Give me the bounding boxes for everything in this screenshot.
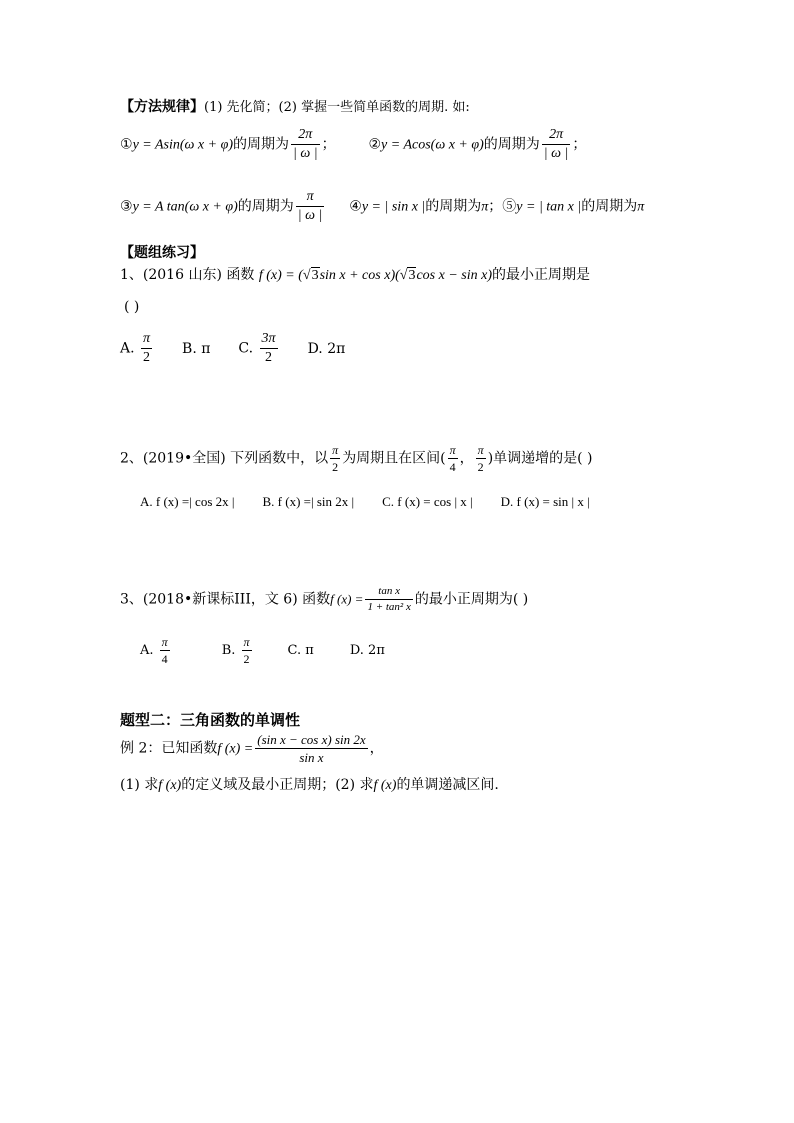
- q3-fraction: $\frac{\text{tan x}}{\text{1 + tan² x}}$: [367, 585, 411, 613]
- q1-mid2: cos x − sin x): [416, 268, 492, 283]
- rule-2-expr: y = Acos(ω x + φ): [381, 137, 484, 153]
- q1-fx: f (x) = (: [258, 268, 303, 283]
- q1-sqrt-1: √3: [302, 268, 319, 283]
- rule-3-period-text: 的周期为: [237, 198, 294, 215]
- example2-q-part3: 的单调递减区间.: [396, 777, 499, 793]
- example2-q-fx2: f (x): [373, 778, 397, 793]
- method-row-1: [120, 128, 586, 161]
- rule-4-expr: y = | sin x |: [361, 199, 426, 215]
- q2-prefix: 2、(2019•全国) 下列函数中，以: [120, 450, 329, 467]
- example2-q-part1: (1) 求: [120, 777, 159, 793]
- topic2-heading: 题型二：三角函数的单调性: [120, 711, 301, 729]
- method-heading: 【方法规律】: [120, 99, 204, 115]
- rule-1-period-text: 的周期为: [232, 136, 289, 153]
- method-row-2: [120, 190, 644, 223]
- q1-answer-paren: ( ): [124, 299, 140, 315]
- q3-a-fraction: $\frac{\pi}{4}$: [161, 635, 168, 666]
- rule-5-label: ；⑤: [488, 198, 517, 215]
- q3-fx: f (x) =: [330, 591, 364, 607]
- q3-options: [140, 636, 413, 665]
- rule-3-den: | ω |: [297, 208, 323, 223]
- rule-4-label: ④: [349, 198, 362, 215]
- q1-a-fraction: $\frac{\pi}{2}$: [143, 331, 151, 365]
- q3-option-b[interactable]: B. $\frac{\pi}{2}$: [221, 635, 250, 666]
- q1-option-c[interactable]: C. $\frac{3\pi}{2}$: [238, 331, 276, 365]
- q2-suffix: )单调递增的是( ): [487, 450, 593, 467]
- q2-mid: 为周期且在区间(: [342, 450, 446, 467]
- rule-3-fraction: [296, 190, 325, 223]
- example2-stem: [120, 733, 384, 764]
- q1-sqrt-2: √3: [399, 268, 416, 283]
- rule-5-period-text: 的周期为: [581, 198, 638, 215]
- method-intro: (1) 先化简；(2) 掌握一些简单函数的周期. 如:: [204, 100, 470, 115]
- q2-option-b[interactable]: B. f (x) =| sin 2x |: [262, 494, 355, 509]
- q2-option-c[interactable]: C. f (x) = cos | x |: [382, 494, 473, 509]
- q1-suffix: 的最小正周期是: [492, 267, 590, 283]
- example2-fraction: $\frac{\text{(sin x − cos x) sin 2x}}{\text{sin x}}$: [257, 732, 366, 765]
- q1-prefix: 1、(2016 山东) 函数: [120, 267, 255, 283]
- q1-c-fraction: $\frac{3\pi}{2}$: [261, 331, 276, 365]
- rule-3-label: ③: [120, 198, 133, 215]
- q3-stem: [120, 586, 528, 613]
- example2-fx: f (x) =: [217, 741, 254, 757]
- rule-1-num: 2π: [291, 128, 320, 145]
- practice-heading: 【题组练习】: [120, 245, 204, 261]
- rule-3-num: π: [296, 190, 325, 207]
- example2-questions: [120, 778, 499, 793]
- example2-q-part2: 的定义域及最小正周期；(2) 求: [181, 777, 374, 793]
- q1-option-d[interactable]: D. 2π: [307, 340, 346, 357]
- rule-3-expr: y = A tan(ω x + φ): [132, 199, 238, 215]
- q2-comma: ，: [459, 450, 474, 467]
- q2-options: [140, 495, 590, 509]
- q2-option-a[interactable]: A. f (x) =| cos 2x |: [140, 494, 235, 509]
- rule-2-label: ②: [368, 136, 382, 153]
- rule-5-expr: y = | tan x |: [516, 199, 582, 215]
- example2-q-fx1: f (x): [158, 778, 182, 793]
- rule-1-den: | ω |: [292, 146, 318, 161]
- rule-1-fraction: [291, 128, 320, 161]
- q2-interval-end: $\frac{\pi}{2}$: [477, 443, 484, 474]
- q2-interval-start: $\frac{\pi}{4}$: [449, 443, 456, 474]
- q2-period-fraction: $\frac{\pi}{2}$: [332, 443, 339, 474]
- rule-2-period-text: 的周期为: [483, 136, 540, 153]
- method-intro-line: [120, 100, 470, 114]
- q2-stem: [120, 444, 593, 473]
- example2-comma: ，: [369, 740, 384, 757]
- rule-1-label: ①: [120, 136, 133, 153]
- q1-option-b[interactable]: B. π: [182, 340, 211, 357]
- q1-stem: [120, 268, 590, 283]
- rule-2-fraction: [542, 128, 571, 161]
- rule-5-value: π: [637, 199, 645, 215]
- rule-2-num: 2π: [542, 128, 571, 145]
- q3-suffix: 的最小正周期为( ): [414, 591, 529, 608]
- q3-prefix: 3、(2018•新课标III，文 6) 函数: [120, 591, 331, 608]
- rule-1-expr: y = Asin(ω x + φ): [132, 137, 233, 153]
- rule-4-value: π: [481, 199, 489, 215]
- q1-option-a[interactable]: A. $\frac{\pi}{2}$: [120, 331, 151, 365]
- q3-option-d[interactable]: D. 2π: [349, 643, 385, 658]
- q3-b-fraction: $\frac{\pi}{2}$: [243, 635, 250, 666]
- rule-4-period-text: 的周期为: [425, 198, 482, 215]
- example2-prefix: 例 2：已知函数: [120, 740, 218, 757]
- q3-option-c[interactable]: C. π: [287, 643, 314, 658]
- q2-option-d[interactable]: D. f (x) = sin | x |: [500, 494, 590, 509]
- q1-mid1: sin x + cos x)(: [319, 268, 400, 283]
- rule-2-den: | ω |: [543, 146, 569, 161]
- rule-1-semicolon: ；: [321, 136, 336, 153]
- q3-option-a[interactable]: A. $\frac{\pi}{4}$: [140, 635, 168, 666]
- q1-options: [120, 332, 373, 365]
- rule-2-semicolon: ；: [572, 136, 587, 153]
